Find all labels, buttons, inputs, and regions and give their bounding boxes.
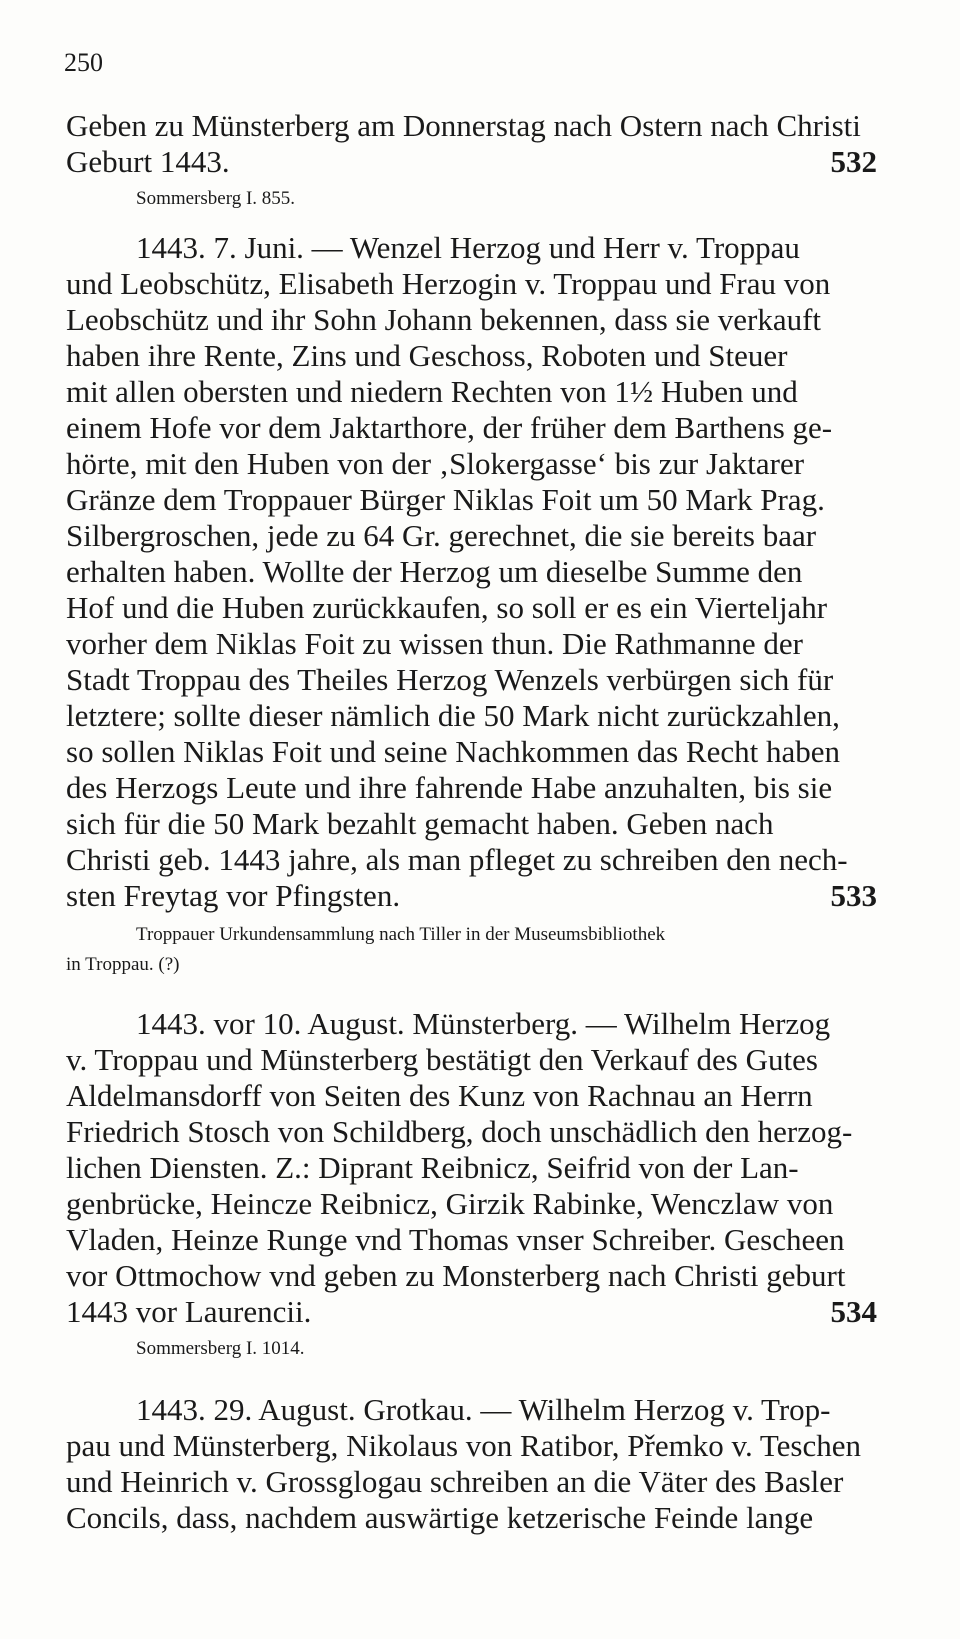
text-line: Gränze dem Troppauer Bürger Niklas Foit um 50 Mark Prag. xyxy=(66,482,825,517)
text-line: pau und Münsterberg, Nikolaus von Ratibor, Přemko v. Teschen xyxy=(66,1428,862,1463)
text-line: so sollen Niklas Foit und seine Nachkommen das Recht haben xyxy=(66,734,841,769)
text-line: genbrücke, Heincze Reibnicz, Girzik Rabinke, Wenczlaw von xyxy=(66,1186,834,1221)
text-line: des Herzogs Leute und ihre fahrende Habe anzuhalten, bis sie xyxy=(66,770,833,805)
text-line: Concils, dass, nachdem auswärtige ketzerische Feinde lange xyxy=(66,1500,814,1535)
text-line: mit allen obersten und niedern Rechten von 1½ Huben und xyxy=(66,374,798,409)
text-line: Aldelmansdorff von Seiten des Kunz von Rachnau an Herrn xyxy=(66,1078,813,1113)
text-line: einem Hofe vor dem Jaktarthore, der früher dem Barthens ge- xyxy=(66,410,833,445)
text-line: Friedrich Stosch von Schildberg, doch unschädlich den herzog- xyxy=(66,1114,853,1149)
source-citation: Sommersberg I. 855. xyxy=(136,188,296,209)
text-line: vor Ottmochow vnd geben zu Monsterberg nach Christi geburt xyxy=(66,1258,846,1293)
text-line: sich für die 50 Mark bezahlt gemacht haben. Geben nach xyxy=(66,806,774,841)
entry-number: 533 xyxy=(830,878,877,913)
text-line: 1443 vor Laurencii. 534 xyxy=(66,1294,877,1329)
text-line: Geburt 1443. 532 xyxy=(66,144,877,179)
entry-heading-line: 1443. 29. August. Grotkau. — Wilhelm Herzog v. Trop- xyxy=(136,1392,831,1427)
text-line: Silbergroschen, jede zu 64 Gr. gerechnet, die sie bereits baar xyxy=(66,518,817,553)
text-line: Christi geb. 1443 jahre, als man pfleget zu schreiben den nech- xyxy=(66,842,848,877)
entry-heading-line: 1443. vor 10. August. Münsterberg. — Wilhelm Herzog xyxy=(136,1006,831,1041)
text-line: Leobschütz und ihr Sohn Johann bekennen, dass sie verkauft xyxy=(66,302,822,337)
entry-number: 532 xyxy=(830,144,877,179)
entry-heading-line: 1443. 7. Juni. — Wenzel Herzog und Herr v. Troppau xyxy=(136,230,800,265)
source-citation: Troppauer Urkundensammlung nach Tiller in der Museumsbibliothek xyxy=(136,924,666,945)
entry-number: 534 xyxy=(830,1294,877,1329)
text-line: Hof und die Huben zurückkaufen, so soll er es ein Vierteljahr xyxy=(66,590,828,625)
text-line: erhalten haben. Wollte der Herzog um dieselbe Summe den xyxy=(66,554,803,589)
text-line: Geben zu Münsterberg am Donnerstag nach Ostern nach Christi xyxy=(66,108,861,143)
text-line: v. Troppau und Münsterberg bestätigt den Verkauf des Gutes xyxy=(66,1042,818,1077)
page-number: 250 xyxy=(64,48,103,77)
text-line: haben ihre Rente, Zins und Geschoss, Roboten und Steuer xyxy=(66,338,788,373)
source-citation: in Troppau. (?) xyxy=(66,954,180,975)
text-line: lichen Diensten. Z.: Diprant Reibnicz, Seifrid von der Lan- xyxy=(66,1150,799,1185)
text-line: und Leobschütz, Elisabeth Herzogin v. Troppau und Frau von xyxy=(66,266,831,301)
text-line: Stadt Troppau des Theiles Herzog Wenzels verbürgen sich für xyxy=(66,662,834,697)
text-line: sten Freytag vor Pfingsten. 533 xyxy=(66,878,877,913)
text-line: und Heinrich v. Grossglogau schreiben an die Väter des Basler xyxy=(66,1464,844,1499)
text-line: Vladen, Heinze Runge vnd Thomas vnser Schreiber. Gescheen xyxy=(66,1222,845,1257)
text-line: hörte, mit den Huben von der ‚Slokergasse‘ bis zur Jaktarer xyxy=(66,446,805,481)
text-line: letztere; sollte dieser nämlich die 50 Mark nicht zurückzahlen, xyxy=(66,698,840,733)
text-line: vorher dem Niklas Foit zu wissen thun. Die Rathmanne der xyxy=(66,626,803,661)
source-citation: Sommersberg I. 1014. xyxy=(136,1338,305,1359)
